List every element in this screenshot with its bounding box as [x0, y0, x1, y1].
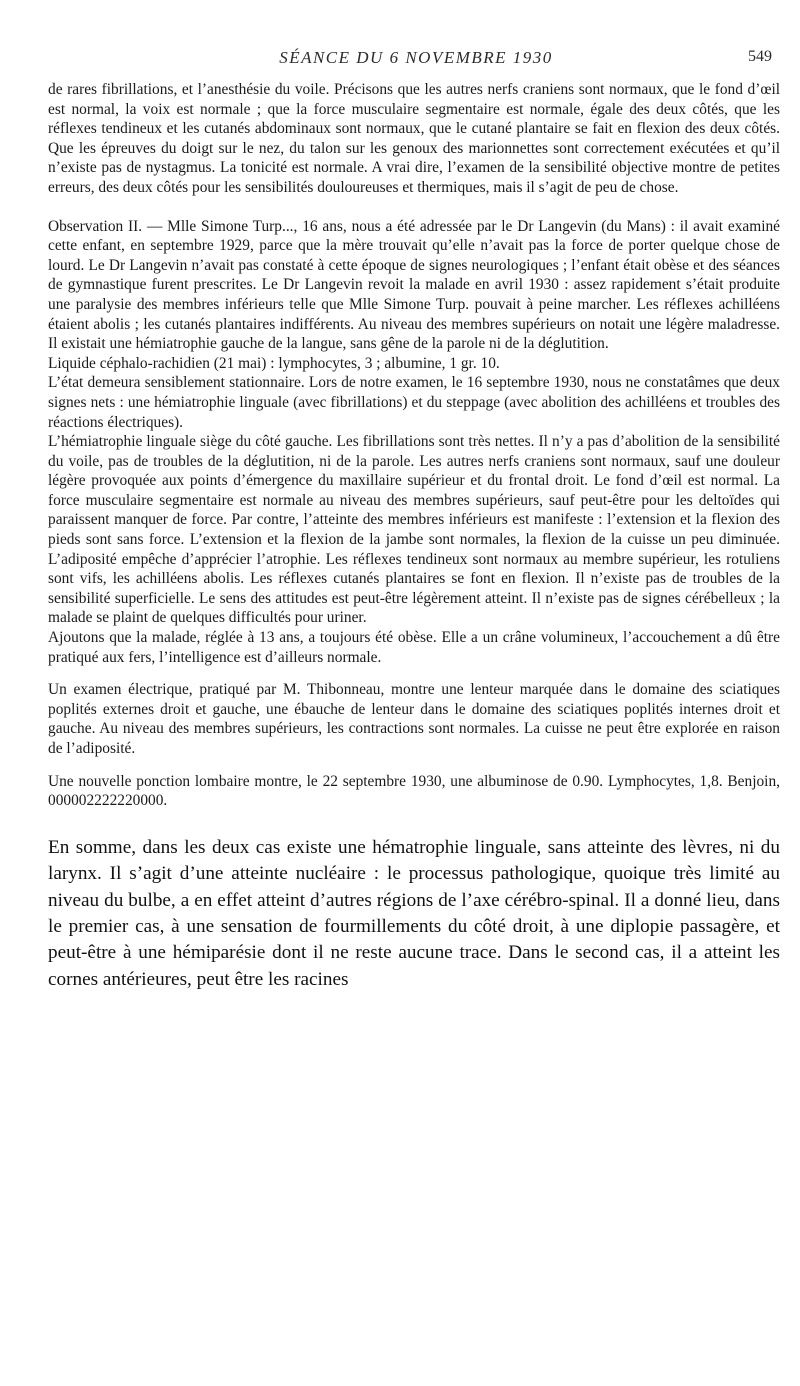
paragraph-examen-electrique: Un examen électrique, pratiqué par M. Thibonneau, montre une lenteur marquée dans le domaine des sciatiques poplités externes droit et gauche, une ébauche de lenteur dans le domaine des sciatiques poplités internes droit et gauche. Au niveau des membres supérieurs, les contractions sont normales. La cuisse ne peut être explorée en raison de l’adiposité.: [48, 681, 780, 757]
paragraph-etat: L’état demeura sensiblement stationnaire. Lors de notre examen, le 16 septembre 1930, nous ne constatâmes que deux signes nets : une hémiatrophie linguale (avec fibrillations) et du steppage (avec abolition des achilléens et troubles des réactions électriques).: [48, 374, 780, 431]
paragraph-csf: Liquide céphalo-rachidien (21 mai) : lymphocytes, 3 ; albumine, 1 gr. 10.: [48, 354, 500, 372]
large-print-section: [48, 835, 780, 993]
paragraph-hemiatrophie: L’hémiatrophie linguale siège du côté gauche. Les fibrillations sont très nettes. Il n’y a pas d’abolition de la sensibilité du voile, pas de troubles de la déglutition, ni de la parole. Les autres nerfs craniens sont normaux, sauf une douleur légère provoquée aux points d’émergence du maxillaire supérieur et du frontal droit. Le fond d’œil est normal. La force musculaire segmentaire est normale au niveau des membres supérieurs, sauf peut-être pour les deltoïdes qui paraissent manquer de force. Par contre, l’atteinte des membres inférieurs est manifeste : l’extension et la flexion des pieds sont sans force. L’extension et la flexion de la jambe sont normales, la flexion de la cuisse un peu diminuée. L’adiposité empêche d’apprécier l’atrophie. Les réflexes tendineux sont normaux au membre supérieur, les rotuliens sont vifs, les achilléens abolis. Les réflexes cutanés plantaires se font en flexion. Il n’existe pas de troubles de la sensibilité superficielle. Le sens des attitudes est peut-être légèrement atteint. Il n’existe pas de signes cérébelleux ; la malade se plaint de quelques difficultés pour uriner.: [48, 433, 780, 627]
header-title: SÉANCE DU 6 NOVEMBRE 1930: [279, 48, 553, 67]
paragraph-continuation: de rares fibrillations, et l’anesthésie du voile. Précisons que les autres nerfs craniens sont normaux, que le fond d’œil est normal, la voix est normale ; que la force musculaire segmentaire est normale, égale des deux côtés, que les réflexes tendineux et les cutanés abdominaux sont normaux, que le cutané plantaire se fait en flexion des deux côtés. Que les épreuves du doigt sur le nez, du talon sur les genoux des marionnettes sont correctement exécutées et qu’il n’existe pas de nystagmus. La tonicité est normale. A vrai dire, l’examen de la sensibilité objective montre de petites erreurs, des deux côtés pour les sensibilités douloureuses et thermiques, mais il s’agit de peu de chose.: [48, 81, 780, 196]
small-print-section: [48, 80, 780, 811]
paragraph-en-somme: En somme, dans les deux cas existe une hématrophie linguale, sans atteinte des lèvres, ni du larynx. Il s’agit d’une atteinte nucléaire : le processus pathologique, quoique très limité au niveau du bulbe, a en effet atteint d’autres régions de l’axe cérébro-spinal. Il a donné lieu, dans le premier cas, à une sensation de fourmillements du côté droit, à une diplopie passagère, et peut-être à une hémiparésie dont il ne reste aucune trace. Dans le second cas, il a atteint les cornes antérieures, peut être les racines: [48, 836, 780, 990]
paragraph-observation-ii: Observation II. — Mlle Simone Turp..., 16 ans, nous a été adressée par le Dr Langevin (du Mans) : il avait examiné cette enfant, en septembre 1929, parce que la mère trouvait qu’elle n’avait pas la force de porter quelque chose de lourd. Le Dr Langevin n’avait pas constaté à cette époque de signes neurologiques ; l’enfant était obèse et des séances de gymnastique furent prescrites. Le Dr Langevin revoit la malade en avril 1930 : assez rapidement s’était produite une paralysie des membres inférieurs telle que Mlle Simone Turp. pouvait à peine marcher. Les réflexes achilléens étaient abolis ; les cutanés plantaires indifférents. Au niveau des membres supérieurs on notait une légère maladresse. Il existait une hémiatrophie gauche de la langue, sans gêne de la parole ni de la déglutition.: [48, 217, 780, 353]
running-header: [60, 48, 772, 72]
paragraph-ajoutons: Ajoutons que la malade, réglée à 13 ans, a toujours été obèse. Elle a un crâne volumineux, l’accouchement a dû être pratiqué aux fers, l’intelligence est d’ailleurs normale.: [48, 629, 780, 666]
paragraph-ponction: Une nouvelle ponction lombaire montre, le 22 septembre 1930, une albuminose de 0.90. Lymphocytes, 1,8. Benjoin, 000002222220000.: [48, 772, 780, 810]
body-text: [48, 80, 780, 993]
page-number: 549: [748, 48, 772, 65]
